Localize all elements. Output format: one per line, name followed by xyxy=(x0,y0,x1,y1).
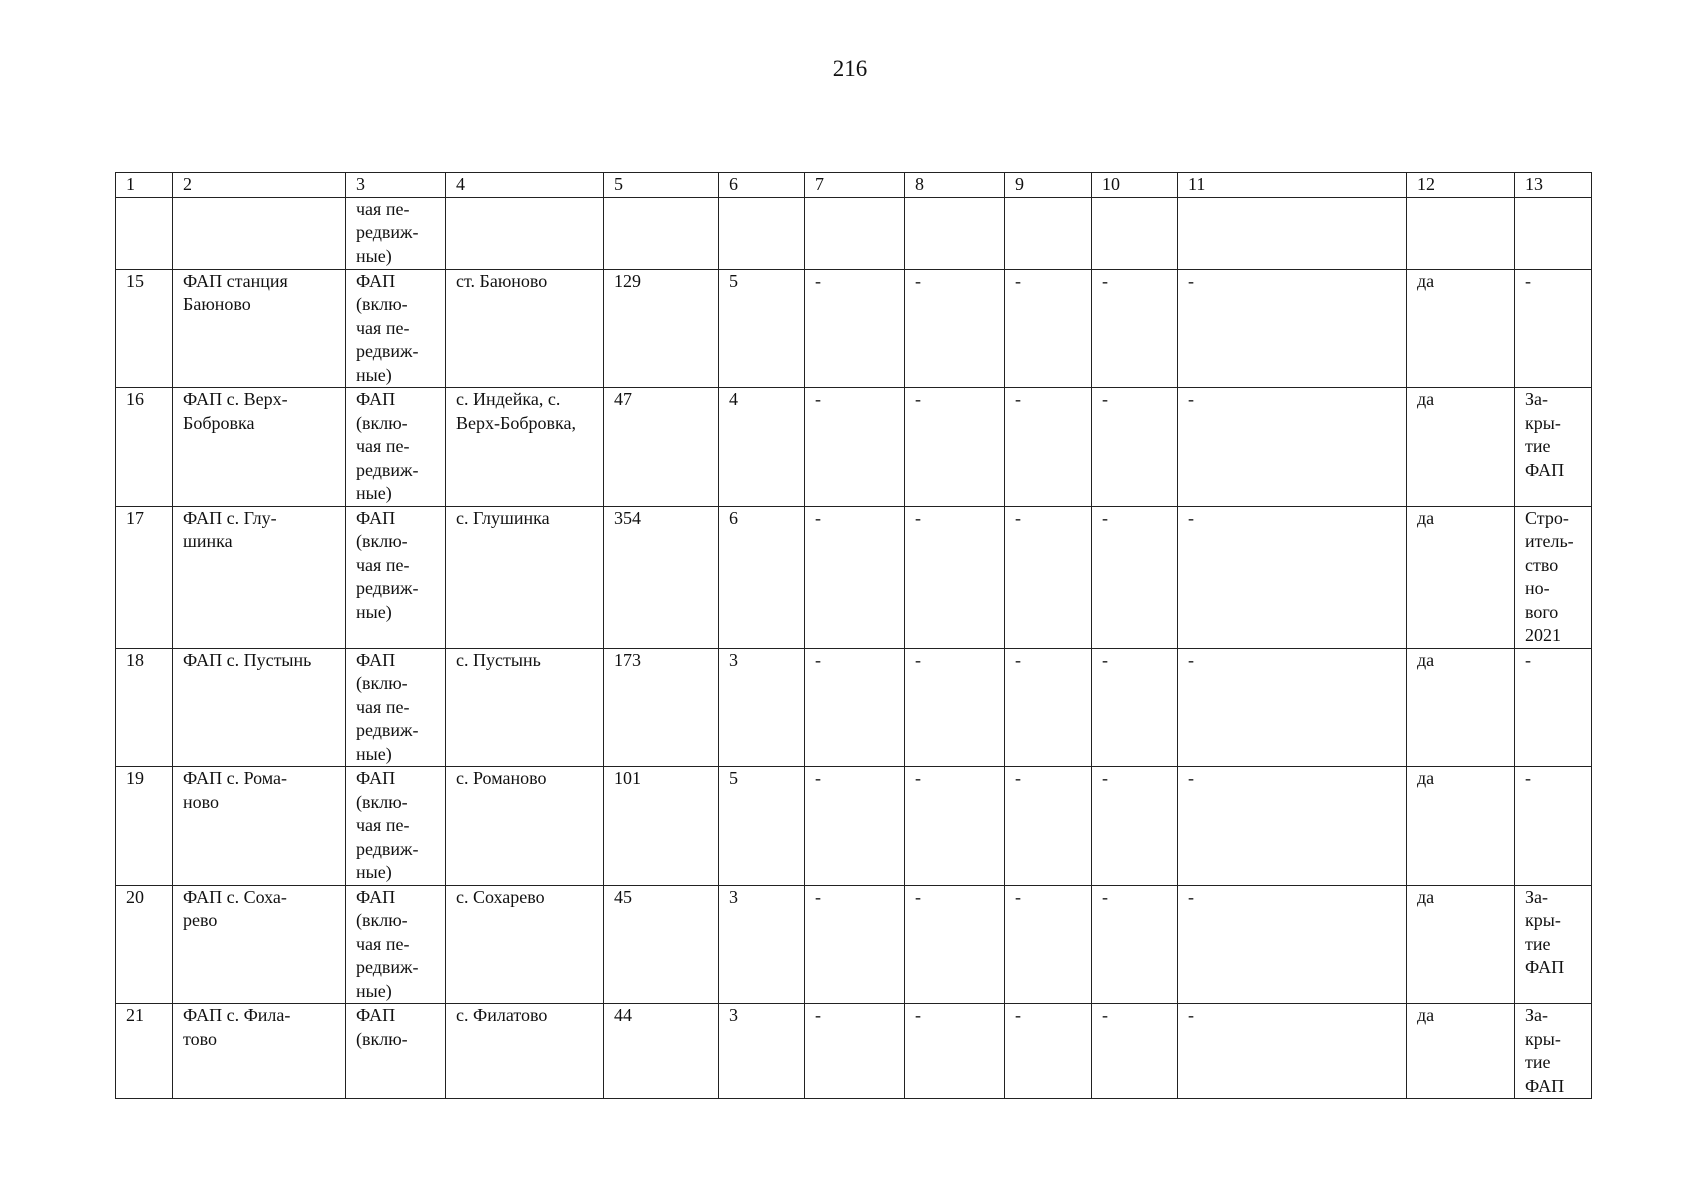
table-cell-col-4 xyxy=(446,269,604,388)
cell-text-line: кры- xyxy=(1525,412,1561,433)
cell-text-line: 17 xyxy=(126,507,144,528)
column-number-4: 4 xyxy=(446,173,604,198)
cell-text-line: - xyxy=(915,507,921,528)
cell-text-line: да xyxy=(1417,1005,1435,1025)
cell-text-line: - xyxy=(915,389,921,409)
cell-text-line: ФАП xyxy=(356,507,396,528)
cell-text-line: - xyxy=(815,649,821,670)
table-cell-col-9 xyxy=(1005,767,1092,886)
cell-text-line: кры- xyxy=(1525,910,1561,930)
table-cell-col-4 xyxy=(446,1004,604,1099)
table-cell-col-3 xyxy=(346,506,446,648)
table-row xyxy=(116,767,1592,886)
table-cell-col-12 xyxy=(1407,767,1515,886)
table-cell-col-5 xyxy=(604,885,719,1004)
column-number-1: 1 xyxy=(116,173,173,198)
table-cell-col-7 xyxy=(805,767,905,886)
cell-text-line: но- xyxy=(1525,578,1550,598)
table-cell-col-3 xyxy=(346,269,446,388)
column-number-6: 6 xyxy=(719,173,805,198)
cell-text-line: да xyxy=(1417,886,1435,907)
column-number-12: 12 xyxy=(1407,173,1515,198)
cell-text-line: редвиж- xyxy=(356,720,419,740)
table-cell-col-9 xyxy=(1005,648,1092,767)
table-cell-col-12 xyxy=(1407,648,1515,767)
cell-text-line: ные) xyxy=(356,483,392,503)
cell-text-line: 21 xyxy=(126,1005,144,1025)
cell-text-line: - xyxy=(1015,270,1021,291)
table-cell-col-13 xyxy=(1515,767,1592,886)
cell-text-line: ФАП xyxy=(356,649,396,670)
column-number-10: 10 xyxy=(1092,173,1178,198)
cell-text-line: тово xyxy=(183,1028,218,1049)
table-cell-col-3 xyxy=(346,197,446,269)
cell-text-line: 354 xyxy=(614,507,641,528)
column-number-7: 7 xyxy=(805,173,905,198)
cell-text-line: чая пе- xyxy=(356,436,410,456)
cell-text-line: ст. Баюново xyxy=(456,270,548,291)
cell-text-line: - xyxy=(915,886,921,907)
cell-text-line: чая пе- xyxy=(356,933,410,954)
table-row xyxy=(116,885,1592,1004)
cell-text-line: редвиж- xyxy=(356,222,419,242)
cell-text-line: - xyxy=(1015,389,1021,409)
cell-text-line: Стро- xyxy=(1525,507,1569,528)
table-cell-col-1 xyxy=(116,197,173,269)
table-cell-col-7 xyxy=(805,197,905,269)
cell-text-line: (вклю- xyxy=(356,791,408,812)
cell-text-line: - xyxy=(915,768,921,788)
table-row xyxy=(116,648,1592,767)
table-cell-col-7 xyxy=(805,506,905,648)
cell-text-line: кры- xyxy=(1525,1028,1561,1049)
table-cell-col-7 xyxy=(805,885,905,1004)
table-cell-col-11 xyxy=(1178,269,1407,388)
cell-text-line: 173 xyxy=(614,649,641,670)
table-cell-col-13 xyxy=(1515,1004,1592,1099)
cell-text-line: - xyxy=(1015,1005,1021,1025)
cell-text-line: редвиж- xyxy=(356,341,419,361)
page-number: 216 xyxy=(832,56,868,81)
table-cell-col-7 xyxy=(805,388,905,507)
cell-text-line: Верх-Бобровка, xyxy=(456,412,576,433)
cell-text-line: 3 xyxy=(729,649,738,670)
table-cell-col-5 xyxy=(604,648,719,767)
table-cell-col-1 xyxy=(116,648,173,767)
column-number-9: 9 xyxy=(1005,173,1092,198)
cell-text-line: 3 xyxy=(729,1005,738,1025)
table-cell-col-13 xyxy=(1515,885,1592,1004)
cell-text-line: ФАП xyxy=(1525,1075,1565,1096)
cell-text-line: 2021 xyxy=(1525,625,1561,645)
cell-text-line: - xyxy=(1015,886,1021,907)
document-table xyxy=(115,172,1592,1099)
cell-text-line: тие xyxy=(1525,1052,1551,1072)
table-cell-col-8 xyxy=(905,1004,1005,1099)
table-cell-col-12 xyxy=(1407,506,1515,648)
table-cell-col-6 xyxy=(719,506,805,648)
cell-text-line: - xyxy=(815,507,821,528)
table-cell-col-4 xyxy=(446,506,604,648)
table-cell-col-12 xyxy=(1407,269,1515,388)
cell-text-line: редвиж- xyxy=(356,957,419,977)
header-row xyxy=(116,173,1592,198)
cell-text-line: 20 xyxy=(126,886,144,907)
cell-text-line: редвиж- xyxy=(356,838,419,859)
cell-text-line: редвиж- xyxy=(356,578,419,598)
table-cell-col-8 xyxy=(905,197,1005,269)
cell-text-line: - xyxy=(1102,507,1108,528)
table-cell-col-11 xyxy=(1178,388,1407,507)
cell-text-line: ные) xyxy=(356,601,392,622)
table-cell-col-13 xyxy=(1515,269,1592,388)
table-cell-col-7 xyxy=(805,648,905,767)
cell-text-line: ФАП с. Глу- xyxy=(183,507,277,528)
cell-text-line: с. Сохарево xyxy=(456,886,545,907)
table-cell-col-11 xyxy=(1178,648,1407,767)
cell-text-line: - xyxy=(1015,507,1021,528)
cell-text-line: - xyxy=(1102,649,1108,670)
table-cell-col-1 xyxy=(116,388,173,507)
table-cell-col-11 xyxy=(1178,885,1407,1004)
cell-text-line: с. Пустынь xyxy=(456,649,541,670)
cell-text-line: - xyxy=(815,1005,821,1025)
cell-text-line: с. Романово xyxy=(456,768,547,788)
table-cell-col-4 xyxy=(446,648,604,767)
table-cell-col-3 xyxy=(346,388,446,507)
table-cell-col-10 xyxy=(1092,885,1178,1004)
cell-text-line: ные) xyxy=(356,862,392,882)
cell-text-line: ФАП с. Соха- xyxy=(183,886,287,907)
cell-text-line: чая пе- xyxy=(356,696,410,717)
table-cell-col-2 xyxy=(173,506,346,648)
cell-text-line: - xyxy=(815,886,821,907)
column-number-11: 11 xyxy=(1178,173,1407,198)
table-cell-col-8 xyxy=(905,767,1005,886)
table-cell-col-10 xyxy=(1092,388,1178,507)
cell-text-line: - xyxy=(815,768,821,788)
cell-text-line: Бобровка xyxy=(183,412,255,433)
cell-text-line: 5 xyxy=(729,270,738,291)
cell-text-line: тие xyxy=(1525,436,1551,456)
cell-text-line: - xyxy=(1525,270,1531,291)
table-cell-col-6 xyxy=(719,885,805,1004)
table-cell-col-9 xyxy=(1005,388,1092,507)
cell-text-line: да xyxy=(1417,768,1435,788)
cell-text-line: 101 xyxy=(614,768,641,788)
cell-text-line: итель- xyxy=(1525,531,1574,551)
cell-text-line: да xyxy=(1417,649,1435,670)
cell-text-line: ные) xyxy=(356,980,392,1001)
table-cell-col-7 xyxy=(805,1004,905,1099)
column-number-13: 13 xyxy=(1515,173,1592,198)
table-cell-col-13 xyxy=(1515,388,1592,507)
cell-text-line: - xyxy=(1188,649,1194,670)
table-cell-col-6 xyxy=(719,767,805,886)
cell-text-line: ФАП xyxy=(356,270,396,291)
table-cell-col-6 xyxy=(719,269,805,388)
table-cell-col-1 xyxy=(116,506,173,648)
table-row xyxy=(116,197,1592,269)
cell-text-line: 5 xyxy=(729,768,738,788)
cell-text-line: 16 xyxy=(126,389,144,409)
table-cell-col-5 xyxy=(604,269,719,388)
cell-text-line: ные) xyxy=(356,364,392,385)
table-cell-col-6 xyxy=(719,388,805,507)
cell-text-line: - xyxy=(915,1005,921,1025)
table-cell-col-12 xyxy=(1407,1004,1515,1099)
table-cell-col-5 xyxy=(604,767,719,886)
table-cell-col-9 xyxy=(1005,506,1092,648)
table-row xyxy=(116,269,1592,388)
cell-text-line: (вклю- xyxy=(356,1028,408,1049)
cell-text-line: 47 xyxy=(614,389,632,409)
table-cell-col-3 xyxy=(346,648,446,767)
cell-text-line: - xyxy=(1188,270,1194,291)
table-cell-col-6 xyxy=(719,197,805,269)
table-cell-col-2 xyxy=(173,1004,346,1099)
cell-text-line: - xyxy=(1525,768,1531,788)
cell-text-line: ФАП xyxy=(1525,459,1565,480)
column-number-5: 5 xyxy=(604,173,719,198)
cell-text-line: (вклю- xyxy=(356,412,408,433)
table-cell-col-8 xyxy=(905,648,1005,767)
cell-text-line: чая пе- xyxy=(356,317,410,338)
table-cell-col-2 xyxy=(173,197,346,269)
cell-text-line: шинка xyxy=(183,531,233,551)
cell-text-line: - xyxy=(1188,886,1194,907)
cell-text-line: с. Глушинка xyxy=(456,507,550,528)
cell-text-line: 45 xyxy=(614,886,632,907)
cell-text-line: - xyxy=(1102,886,1108,907)
table-cell-col-12 xyxy=(1407,388,1515,507)
cell-text-line: (вклю- xyxy=(356,531,408,551)
cell-text-line: 4 xyxy=(729,389,738,409)
table-cell-col-8 xyxy=(905,269,1005,388)
table-cell-col-9 xyxy=(1005,1004,1092,1099)
cell-text-line: чая пе- xyxy=(356,198,410,219)
cell-text-line: чая пе- xyxy=(356,554,410,575)
cell-text-line: ФАП xyxy=(1525,957,1565,977)
cell-text-line: да xyxy=(1417,389,1435,409)
cell-text-line: За- xyxy=(1525,389,1549,409)
table-cell-col-5 xyxy=(604,197,719,269)
column-number-2: 2 xyxy=(173,173,346,198)
table-cell-col-9 xyxy=(1005,885,1092,1004)
cell-text-line: вого xyxy=(1525,601,1559,622)
cell-text-line: редвиж- xyxy=(356,459,419,480)
table-cell-col-12 xyxy=(1407,197,1515,269)
table-cell-col-8 xyxy=(905,885,1005,1004)
cell-text-line: - xyxy=(815,389,821,409)
cell-text-line: - xyxy=(1102,1005,1108,1025)
cell-text-line: с. Филатово xyxy=(456,1005,548,1025)
cell-text-line: - xyxy=(915,270,921,291)
table-cell-col-7 xyxy=(805,269,905,388)
cell-text-line: - xyxy=(1188,768,1194,788)
table-cell-col-1 xyxy=(116,767,173,886)
cell-text-line: ФАП с. Верх- xyxy=(183,389,288,409)
cell-text-line: 18 xyxy=(126,649,144,670)
table-cell-col-3 xyxy=(346,1004,446,1099)
table-cell-col-6 xyxy=(719,1004,805,1099)
cell-text-line: - xyxy=(915,649,921,670)
table-cell-col-8 xyxy=(905,506,1005,648)
table-cell-col-13 xyxy=(1515,506,1592,648)
table-cell-col-2 xyxy=(173,388,346,507)
cell-text-line: с. Индейка, с. xyxy=(456,389,561,409)
table-cell-col-11 xyxy=(1178,767,1407,886)
cell-text-line: Баюново xyxy=(183,294,251,314)
cell-text-line: тие xyxy=(1525,933,1551,954)
table-cell-col-5 xyxy=(604,506,719,648)
table-cell-col-2 xyxy=(173,885,346,1004)
cell-text-line: (вклю- xyxy=(356,294,408,314)
table-cell-col-4 xyxy=(446,767,604,886)
cell-text-line: - xyxy=(1102,270,1108,291)
table-cell-col-4 xyxy=(446,885,604,1004)
table-cell-col-1 xyxy=(116,269,173,388)
table-cell-col-4 xyxy=(446,388,604,507)
cell-text-line: ные) xyxy=(356,245,392,266)
cell-text-line: (вклю- xyxy=(356,673,408,693)
cell-text-line: - xyxy=(1525,649,1531,670)
table-cell-col-3 xyxy=(346,885,446,1004)
cell-text-line: - xyxy=(1188,389,1194,409)
table-cell-col-5 xyxy=(604,388,719,507)
table-cell-col-9 xyxy=(1005,197,1092,269)
cell-text-line: 15 xyxy=(126,270,144,291)
cell-text-line: - xyxy=(1188,1005,1194,1025)
table-row xyxy=(116,388,1592,507)
table-cell-col-2 xyxy=(173,767,346,886)
cell-text-line: - xyxy=(815,270,821,291)
cell-text-line: да xyxy=(1417,507,1435,528)
cell-text-line: - xyxy=(1015,768,1021,788)
table-cell-col-10 xyxy=(1092,269,1178,388)
cell-text-line: ство xyxy=(1525,554,1559,575)
table-cell-col-2 xyxy=(173,269,346,388)
table-cell-col-10 xyxy=(1092,506,1178,648)
table-cell-col-10 xyxy=(1092,767,1178,886)
cell-text-line: ФАП станция xyxy=(183,270,288,291)
cell-text-line: - xyxy=(1188,507,1194,528)
table-cell-col-11 xyxy=(1178,197,1407,269)
column-number-8: 8 xyxy=(905,173,1005,198)
cell-text-line: ные) xyxy=(356,743,392,764)
cell-text-line: 129 xyxy=(614,270,641,291)
cell-text-line: (вклю- xyxy=(356,910,408,930)
table-cell-col-11 xyxy=(1178,1004,1407,1099)
table-cell-col-1 xyxy=(116,885,173,1004)
cell-text-line: ФАП xyxy=(356,886,396,907)
table-cell-col-6 xyxy=(719,648,805,767)
cell-text-line: ФАП с. Пустынь xyxy=(183,649,312,670)
cell-text-line: За- xyxy=(1525,886,1549,907)
cell-text-line: 44 xyxy=(614,1005,632,1025)
cell-text-line: ФАП xyxy=(356,1005,396,1025)
cell-text-line: ФАП xyxy=(356,389,396,409)
table-row xyxy=(116,506,1592,648)
table-cell-col-12 xyxy=(1407,885,1515,1004)
cell-text-line: чая пе- xyxy=(356,815,410,835)
table-cell-col-11 xyxy=(1178,506,1407,648)
cell-text-line: - xyxy=(1102,768,1108,788)
table-cell-col-8 xyxy=(905,388,1005,507)
table-cell-col-9 xyxy=(1005,269,1092,388)
cell-text-line: ФАП xyxy=(356,768,396,788)
cell-text-line: За- xyxy=(1525,1005,1549,1025)
column-number-3: 3 xyxy=(346,173,446,198)
table-row xyxy=(116,1004,1592,1099)
cell-text-line: ФАП с. Фила- xyxy=(183,1005,291,1025)
table-cell-col-13 xyxy=(1515,648,1592,767)
cell-text-line: ФАП с. Рома- xyxy=(183,768,288,788)
table-cell-col-10 xyxy=(1092,648,1178,767)
table-cell-col-13 xyxy=(1515,197,1592,269)
table-cell-col-4 xyxy=(446,197,604,269)
table-cell-col-5 xyxy=(604,1004,719,1099)
cell-text-line: 3 xyxy=(729,886,738,907)
cell-text-line: 19 xyxy=(126,768,144,788)
cell-text-line: - xyxy=(1015,649,1021,670)
cell-text-line: ново xyxy=(183,791,220,812)
table-cell-col-3 xyxy=(346,767,446,886)
table-cell-col-10 xyxy=(1092,1004,1178,1099)
cell-text-line: - xyxy=(1102,389,1108,409)
table-cell-col-2 xyxy=(173,648,346,767)
table-cell-col-1 xyxy=(116,1004,173,1099)
cell-text-line: рево xyxy=(183,910,218,930)
cell-text-line: да xyxy=(1417,270,1435,291)
table-cell-col-10 xyxy=(1092,197,1178,269)
cell-text-line: 6 xyxy=(729,507,738,528)
